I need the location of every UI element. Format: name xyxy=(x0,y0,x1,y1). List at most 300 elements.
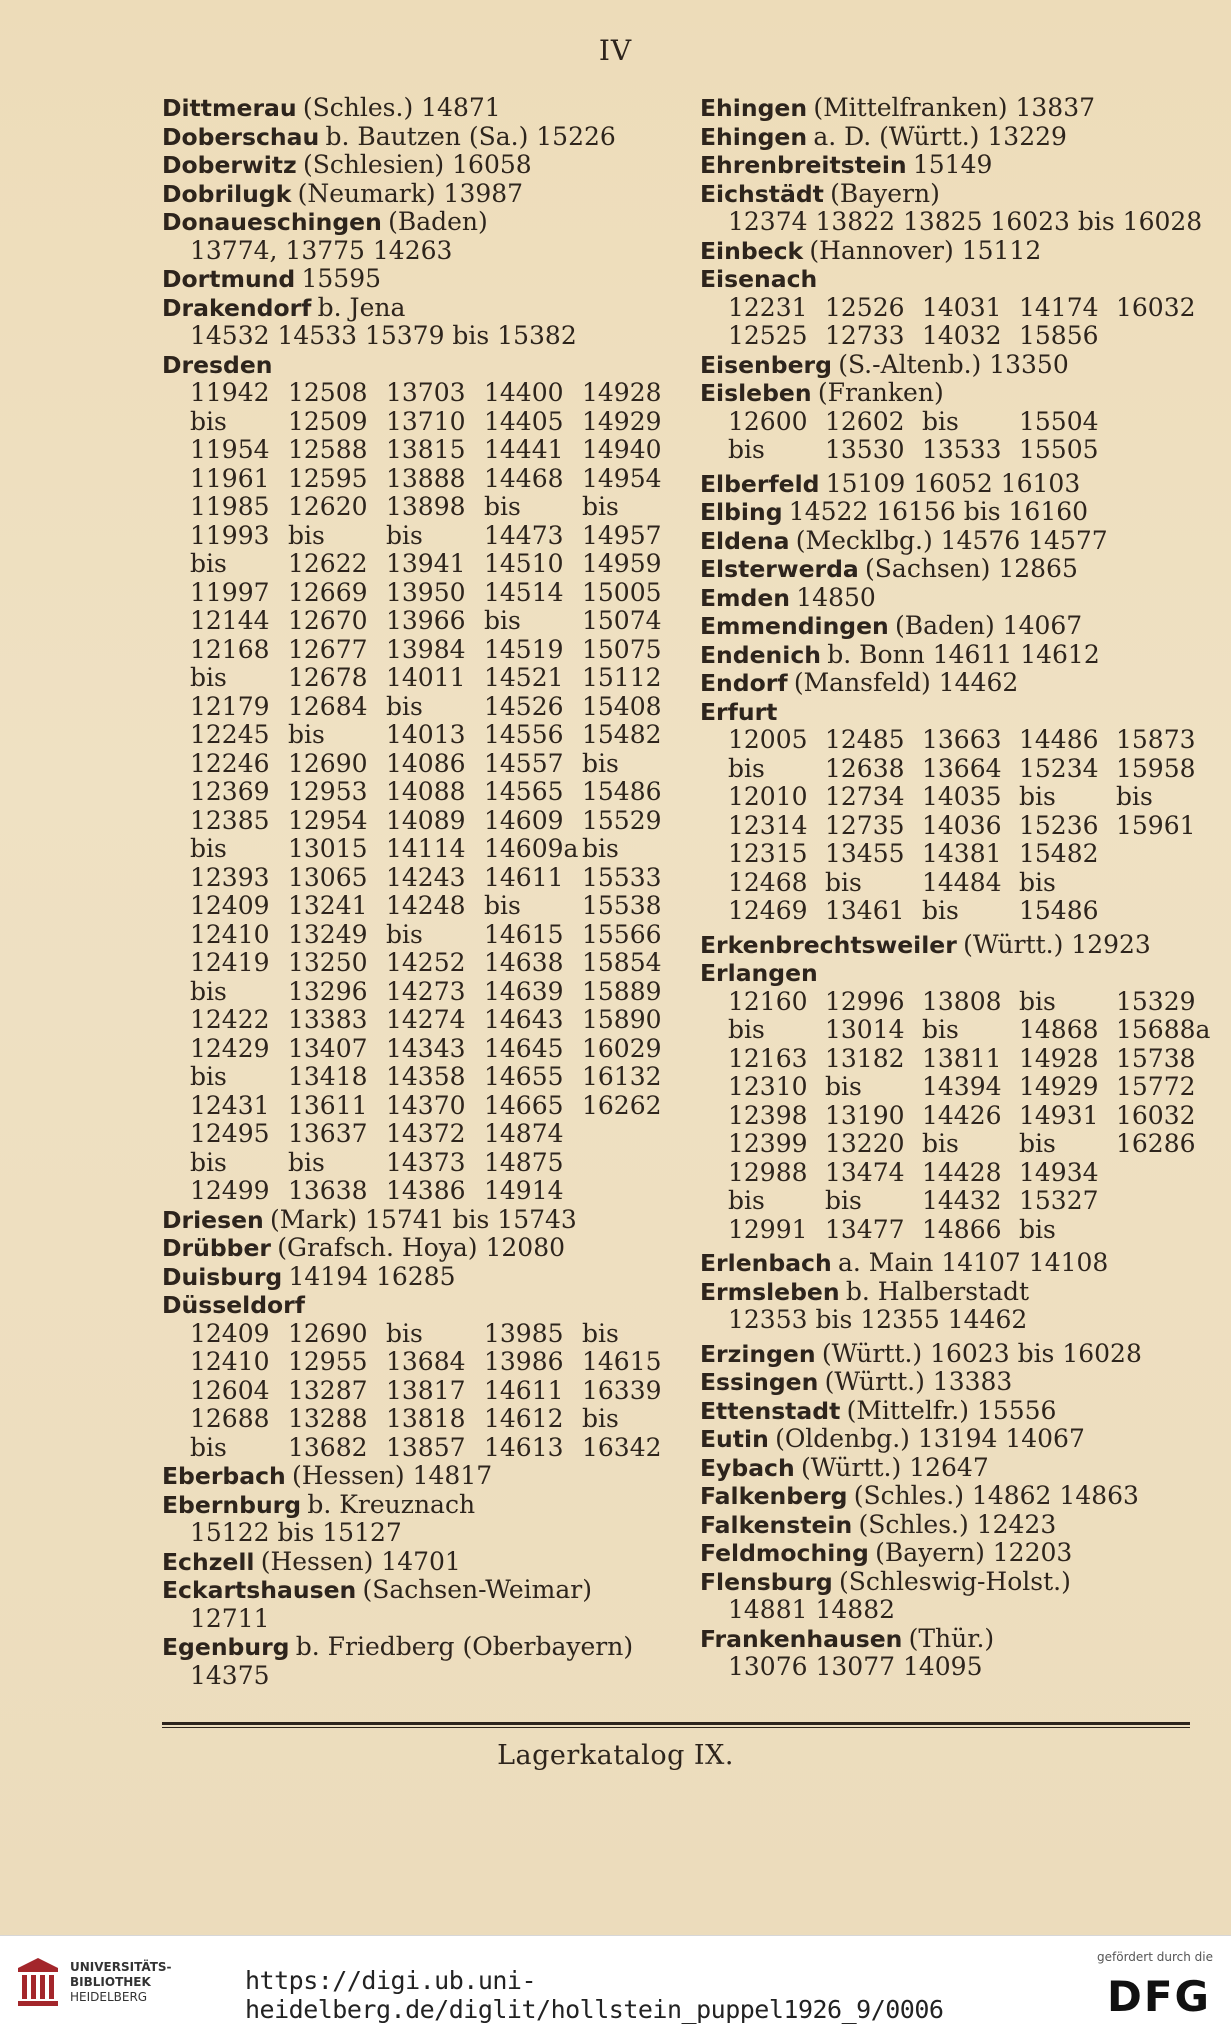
index-entry xyxy=(700,698,1200,926)
catalog-number: 12419 xyxy=(190,948,270,977)
catalog-number: 14615 xyxy=(582,1347,662,1376)
catalog-numbers-row xyxy=(162,949,662,978)
catalog-number: 14611 xyxy=(484,1375,564,1405)
catalog-number: bis xyxy=(728,1186,765,1215)
catalog-number: 12678 xyxy=(288,663,368,692)
catalog-numbers-row xyxy=(162,408,662,437)
index-entry xyxy=(700,641,1200,670)
catalog-number: 14665 xyxy=(484,1090,564,1120)
place-detail: (Bayern) xyxy=(830,178,940,208)
catalog-numbers-row xyxy=(700,812,1200,841)
index-entry xyxy=(162,1206,662,1235)
place-name: Falkenstein xyxy=(700,1510,853,1539)
index-entry xyxy=(162,1263,662,1292)
catalog-numbers-line: 12374 13822 13825 16023 bis 16028 xyxy=(728,207,1203,236)
index-entry xyxy=(700,465,1200,499)
entry-heading xyxy=(700,1568,1200,1597)
catalog-number: 15688a xyxy=(1116,1015,1211,1044)
place-detail: 14194 16285 xyxy=(288,1261,456,1291)
catalog-numbers-row xyxy=(162,379,662,408)
catalog-numbers-line: 13774, 13775 14263 xyxy=(190,235,453,265)
catalog-number: bis xyxy=(825,1072,862,1101)
catalog-number: 12991 xyxy=(728,1214,808,1244)
entry-heading xyxy=(162,1234,662,1263)
catalog-number: 14088 xyxy=(386,777,466,806)
catalog-number: bis xyxy=(190,834,227,863)
entry-heading xyxy=(162,1462,662,1491)
entry-heading xyxy=(700,1511,1200,1540)
catalog-number: 13383 xyxy=(288,1005,368,1034)
catalog-number: 13530 xyxy=(825,435,905,464)
catalog-number: 13182 xyxy=(825,1043,905,1073)
catalog-numbers-row xyxy=(700,755,1200,784)
catalog-number: bis xyxy=(386,1318,423,1348)
catalog-number: bis xyxy=(190,976,227,1006)
index-entry xyxy=(700,151,1200,180)
place-name: Endenich xyxy=(700,640,821,669)
catalog-number xyxy=(1116,1216,1213,1245)
catalog-number: 14868 xyxy=(1019,1015,1099,1044)
entry-heading xyxy=(700,527,1200,556)
catalog-numbers-row xyxy=(162,864,662,893)
catalog-number: 14248 xyxy=(386,891,466,920)
place-name: Duisburg xyxy=(162,1262,283,1291)
catalog-number: 16342 xyxy=(582,1432,662,1462)
library-name xyxy=(70,1960,172,2005)
entry-heading xyxy=(700,1249,1200,1278)
catalog-number: 15075 xyxy=(582,634,662,664)
catalog-number: 14086 xyxy=(386,748,466,778)
catalog-number: 15738 xyxy=(1116,1043,1196,1073)
index-entry xyxy=(700,351,1200,380)
catalog-numbers-row xyxy=(700,869,1200,898)
catalog-number: 14557 xyxy=(484,748,564,778)
catalog-number: 15505 xyxy=(1019,435,1099,464)
place-detail: (Mansfeld) 14462 xyxy=(793,668,1019,697)
catalog-numbers-line: 12711 xyxy=(190,1603,270,1633)
catalog-number: bis xyxy=(484,492,521,521)
catalog-numbers-line: 15122 bis 15127 xyxy=(190,1518,402,1547)
catalog-number: 12422 xyxy=(190,1005,270,1034)
catalog-numbers-row xyxy=(162,1120,662,1149)
catalog-number: 14940 xyxy=(582,435,662,464)
index-entry xyxy=(700,237,1200,266)
catalog-number: bis xyxy=(190,549,227,578)
catalog-number: 13703 xyxy=(386,378,466,407)
library-name-line3: HEIDELBERG xyxy=(70,1990,148,2004)
catalog-number xyxy=(1116,897,1213,926)
place-name: Frankenhausen xyxy=(700,1624,903,1653)
index-entry xyxy=(700,1625,1200,1682)
index-entry xyxy=(162,294,662,351)
place-detail: b. Jena xyxy=(317,292,406,322)
catalog-number: 12410 xyxy=(190,919,270,949)
catalog-number: 12469 xyxy=(728,896,808,925)
entry-heading xyxy=(700,555,1200,584)
place-detail: (Baden) 14067 xyxy=(895,611,1083,640)
catalog-number: 11961 xyxy=(190,463,270,493)
place-name: Einbeck xyxy=(700,236,804,265)
place-detail: (Neumark) 13987 xyxy=(297,178,524,208)
catalog-number: 13455 xyxy=(825,839,905,868)
catalog-number xyxy=(1116,1187,1213,1216)
place-name: Ehingen xyxy=(700,94,808,122)
place-detail: (Schlesien) 16058 xyxy=(302,150,532,179)
catalog-number: 15327 xyxy=(1019,1186,1099,1215)
catalog-number: 15486 xyxy=(1019,896,1099,925)
place-detail: a. Main 14107 14108 xyxy=(837,1248,1109,1277)
entry-heading xyxy=(700,180,1200,209)
catalog-number: 12638 xyxy=(825,753,905,783)
place-name: Elbing xyxy=(700,498,783,526)
catalog-number: 13984 xyxy=(386,634,466,664)
catalog-number: 14929 xyxy=(582,406,662,436)
catalog-numbers-row xyxy=(162,1348,662,1377)
catalog-number: 16262 xyxy=(582,1090,662,1120)
catalog-number: bis xyxy=(728,435,765,464)
place-name: Eisenberg xyxy=(700,350,832,379)
index-entry xyxy=(700,1368,1200,1397)
catalog-number: 14486 xyxy=(1019,725,1099,754)
catalog-numbers-row xyxy=(162,1006,662,1035)
catalog-number: 12144 xyxy=(190,606,270,635)
place-detail: (Schles.) 12423 xyxy=(858,1509,1057,1539)
entry-heading xyxy=(700,1625,1200,1654)
catalog-number: 14655 xyxy=(484,1062,564,1091)
index-entry xyxy=(162,94,662,123)
index-entry xyxy=(700,1397,1200,1426)
catalog-number: 12398 xyxy=(728,1100,808,1130)
place-name: Ehrenbreitstein xyxy=(700,151,907,179)
catalog-number: 12310 xyxy=(728,1072,808,1101)
place-detail: (Thür.) xyxy=(908,1623,995,1653)
place-name: Drübber xyxy=(162,1234,271,1262)
catalog-numbers-row xyxy=(162,750,662,779)
catalog-number: bis xyxy=(190,1147,227,1177)
place-name: Eberbach xyxy=(162,1462,286,1490)
dfg-logo: DFG xyxy=(1106,1972,1211,2021)
catalog-numbers-row xyxy=(162,1035,662,1064)
entry-heading xyxy=(162,180,662,209)
place-detail: (Württ.) 12647 xyxy=(800,1452,989,1482)
catalog-number: 15772 xyxy=(1116,1072,1196,1101)
place-name: Erkenbrechtsweiler xyxy=(700,930,957,959)
index-entry xyxy=(700,265,1200,351)
catalog-number: 14643 xyxy=(484,1005,564,1034)
catalog-number: 15533 xyxy=(582,862,662,892)
catalog-numbers-row xyxy=(162,522,662,551)
catalog-number: bis xyxy=(922,406,959,436)
catalog-number: 14243 xyxy=(386,862,466,892)
catalog-number: bis xyxy=(288,720,325,749)
entry-heading xyxy=(162,294,662,323)
catalog-number: bis xyxy=(190,406,227,436)
index-entry xyxy=(162,1548,662,1577)
catalog-number: 15005 xyxy=(582,577,662,607)
catalog-number: 15529 xyxy=(582,805,662,835)
catalog-number: 12315 xyxy=(728,839,808,868)
index-entry xyxy=(162,123,662,152)
place-name: Ermsleben xyxy=(700,1277,840,1306)
catalog-number: 14370 xyxy=(386,1090,466,1120)
place-name: Eichstädt xyxy=(700,179,824,208)
catalog-numbers-row xyxy=(700,988,1200,1017)
catalog-number: 12622 xyxy=(288,549,368,578)
catalog-number: 12409 xyxy=(190,891,270,920)
catalog-numbers-row xyxy=(162,1434,662,1463)
catalog-numbers-row xyxy=(700,840,1200,869)
catalog-number: bis xyxy=(1019,1214,1056,1244)
place-name: Erfurt xyxy=(700,697,778,726)
catalog-number: 12690 xyxy=(288,748,368,778)
entry-heading xyxy=(162,123,662,152)
place-name: Doberschau xyxy=(162,122,320,151)
place-detail: 15149 xyxy=(912,150,993,179)
place-detail: b. Friedberg (Oberbayern) xyxy=(295,1632,634,1661)
catalog-number: bis xyxy=(582,492,619,521)
catalog-number: bis xyxy=(386,691,423,721)
catalog-number: 13941 xyxy=(386,549,466,578)
catalog-number: bis xyxy=(922,1015,959,1044)
index-entry xyxy=(700,1454,1200,1483)
place-name: Erlangen xyxy=(700,959,818,987)
catalog-number: 14556 xyxy=(484,720,564,749)
catalog-number: 14510 xyxy=(484,549,564,578)
index-entry xyxy=(700,1568,1200,1625)
catalog-number: 13811 xyxy=(922,1043,1002,1073)
catalog-numbers-row xyxy=(700,726,1200,755)
catalog-number: 13684 xyxy=(386,1347,466,1376)
index-column-left xyxy=(162,94,662,1690)
place-name: Eckartshausen xyxy=(162,1576,357,1604)
catalog-number: 12163 xyxy=(728,1043,808,1073)
place-name: Essingen xyxy=(700,1368,819,1396)
catalog-number: 14931 xyxy=(1019,1100,1099,1130)
index-entry xyxy=(700,94,1200,123)
catalog-number: 13815 xyxy=(386,435,466,464)
place-detail: 15595 xyxy=(301,264,382,293)
catalog-number: 15504 xyxy=(1019,406,1099,436)
entry-heading xyxy=(162,265,662,294)
catalog-number: 16132 xyxy=(582,1062,662,1091)
index-entry xyxy=(700,1511,1200,1540)
entry-heading xyxy=(700,612,1200,641)
catalog-number: 15408 xyxy=(582,691,662,721)
catalog-number: 14013 xyxy=(386,720,466,749)
catalog-number: 15856 xyxy=(1019,321,1099,350)
catalog-number: 13250 xyxy=(288,948,368,977)
catalog-number: 13682 xyxy=(288,1432,368,1462)
place-detail: (Schles.) 14871 xyxy=(302,93,501,122)
catalog-numbers-row xyxy=(700,1159,1200,1188)
index-entry xyxy=(162,265,662,294)
catalog-number: 12314 xyxy=(728,810,808,840)
catalog-number: 14468 xyxy=(484,463,564,493)
place-name: Elsterwerda xyxy=(700,555,859,583)
catalog-number: 12393 xyxy=(190,862,270,892)
entry-heading xyxy=(700,151,1200,180)
catalog-numbers-line: 14881 14882 xyxy=(728,1595,896,1624)
catalog-number: 12954 xyxy=(288,805,368,835)
catalog-numbers-row xyxy=(162,607,662,636)
catalog-number: 15958 xyxy=(1116,753,1196,783)
catalog-number: 14400 xyxy=(484,378,564,407)
catalog-number: 12688 xyxy=(190,1404,270,1433)
catalog-number: 12733 xyxy=(825,321,905,350)
catalog-number: 13474 xyxy=(825,1157,905,1187)
place-name: Flensburg xyxy=(700,1567,833,1596)
catalog-number: 13220 xyxy=(825,1129,905,1158)
catalog-number: 14934 xyxy=(1019,1157,1099,1187)
catalog-footer: Lagerkatalog IX. xyxy=(497,1740,734,1771)
place-detail: (S.-Altenb.) 13350 xyxy=(838,349,1069,379)
index-entry xyxy=(162,1491,662,1548)
entry-heading xyxy=(700,351,1200,380)
catalog-number: 14428 xyxy=(922,1157,1002,1187)
index-entry xyxy=(700,555,1200,584)
catalog-number: 16339 xyxy=(582,1375,662,1405)
catalog-number: bis xyxy=(825,1186,862,1215)
catalog-numbers-row xyxy=(700,1102,1200,1131)
catalog-number: 14011 xyxy=(386,663,466,692)
entry-heading xyxy=(700,1539,1200,1568)
catalog-number: 13898 xyxy=(386,492,466,521)
entry-heading xyxy=(700,237,1200,266)
catalog-number: 13857 xyxy=(386,1432,466,1462)
index-entry xyxy=(162,1234,662,1263)
catalog-number: 14032 xyxy=(922,321,1002,350)
catalog-number: 14929 xyxy=(1019,1072,1099,1101)
place-name: Echzell xyxy=(162,1547,255,1576)
catalog-number: 11997 xyxy=(190,577,270,607)
place-name: Dortmund xyxy=(162,265,296,293)
catalog-number: 12996 xyxy=(825,986,905,1016)
catalog-number: 14343 xyxy=(386,1033,466,1063)
catalog-number: 14526 xyxy=(484,691,564,721)
index-entry xyxy=(700,1335,1200,1369)
catalog-number: 14372 xyxy=(386,1119,466,1148)
entry-heading xyxy=(162,1206,662,1235)
catalog-number: 12602 xyxy=(825,406,905,436)
catalog-number: 12010 xyxy=(728,782,808,811)
catalog-number: 13710 xyxy=(386,406,466,436)
catalog-number: 12485 xyxy=(825,725,905,754)
entry-heading xyxy=(700,1340,1200,1369)
catalog-number: 12468 xyxy=(728,867,808,897)
catalog-number: 13418 xyxy=(288,1062,368,1091)
catalog-numbers-row xyxy=(162,807,662,836)
catalog-number: 13014 xyxy=(825,1015,905,1044)
catalog-number: bis xyxy=(288,1147,325,1177)
catalog-number: 14914 xyxy=(484,1176,564,1205)
catalog-number: 12600 xyxy=(728,406,808,436)
place-detail: b. Bonn 14611 14612 xyxy=(827,639,1100,669)
catalog-number: 14875 xyxy=(484,1147,564,1177)
catalog-number: 14866 xyxy=(922,1214,1002,1244)
entry-heading xyxy=(700,698,1200,727)
catalog-number: 16032 xyxy=(1116,292,1196,322)
catalog-number: bis xyxy=(582,748,619,778)
catalog-number: 14174 xyxy=(1019,292,1099,322)
catalog-numbers-row xyxy=(700,436,1200,465)
catalog-number: bis xyxy=(190,1432,227,1462)
catalog-numbers-row xyxy=(162,778,662,807)
catalog-number: 13817 xyxy=(386,1375,466,1405)
library-logo-icon xyxy=(14,1954,62,2012)
index-entry xyxy=(700,498,1200,527)
catalog-number: 15854 xyxy=(582,948,662,977)
catalog-number: 15566 xyxy=(582,919,662,949)
catalog-number: 12953 xyxy=(288,777,368,806)
catalog-number: bis xyxy=(1116,782,1153,811)
catalog-number: 14613 xyxy=(484,1432,564,1462)
catalog-numbers-row xyxy=(162,1377,662,1406)
catalog-number: bis xyxy=(190,663,227,692)
catalog-numbers-row xyxy=(162,892,662,921)
catalog-number xyxy=(582,1120,680,1149)
catalog-number: bis xyxy=(386,520,423,550)
catalog-number: 14519 xyxy=(484,634,564,664)
catalog-number: 14441 xyxy=(484,435,564,464)
catalog-number: bis xyxy=(728,753,765,783)
catalog-numbers-row xyxy=(700,1045,1200,1074)
place-detail: (Baden) xyxy=(388,207,488,236)
catalog-number: 12005 xyxy=(728,725,808,754)
catalog-number: 14252 xyxy=(386,948,466,977)
catalog-number: 14358 xyxy=(386,1062,466,1091)
entry-heading xyxy=(700,641,1200,670)
catalog-number: 15538 xyxy=(582,891,662,920)
catalog-number: bis xyxy=(1019,1129,1056,1158)
catalog-numbers-row xyxy=(162,1405,662,1434)
catalog-numbers-row xyxy=(700,322,1200,351)
catalog-number: 13664 xyxy=(922,753,1002,783)
catalog-numbers-line: 12353 bis 12355 14462 xyxy=(728,1305,1028,1334)
catalog-number: 13296 xyxy=(288,976,368,1006)
place-detail: 14850 xyxy=(796,582,876,612)
catalog-numbers-line: 14532 14533 15379 bis 15382 xyxy=(190,321,577,350)
entry-heading xyxy=(162,1548,662,1577)
catalog-number: 14273 xyxy=(386,976,466,1006)
entry-heading xyxy=(162,1491,662,1520)
catalog-number: 15482 xyxy=(582,720,662,749)
catalog-numbers-row xyxy=(162,921,662,950)
catalog-number: bis xyxy=(1019,986,1056,1016)
place-detail: (Hessen) 14701 xyxy=(260,1546,461,1576)
catalog-number: 16032 xyxy=(1116,1100,1196,1130)
catalog-number: 12495 xyxy=(190,1119,270,1148)
catalog-numbers-row xyxy=(162,493,662,522)
catalog-number: bis xyxy=(922,896,959,925)
catalog-number: 14928 xyxy=(1019,1043,1099,1073)
place-detail: (Hessen) 14817 xyxy=(292,1461,493,1490)
catalog-number: 14639 xyxy=(484,976,564,1006)
index-entry xyxy=(162,208,662,265)
catalog-numbers-row xyxy=(700,1130,1200,1159)
catalog-number: 14432 xyxy=(922,1186,1002,1215)
catalog-number: 12595 xyxy=(288,463,368,493)
catalog-numbers-line: 13076 13077 14095 xyxy=(728,1652,983,1681)
catalog-number: bis xyxy=(582,1318,619,1348)
catalog-numbers-row xyxy=(162,721,662,750)
entry-heading xyxy=(700,498,1200,527)
catalog-number: bis xyxy=(728,1015,765,1044)
catalog-numbers-row xyxy=(700,294,1200,323)
catalog-number: 14031 xyxy=(922,292,1002,322)
permalink-url[interactable]: https://digi.ub.uni-heidelberg.de/diglit/hollstein_puppel1926_9/0006 xyxy=(245,1966,944,2024)
catalog-numbers-row xyxy=(162,579,662,608)
catalog-number: 14615 xyxy=(484,919,564,949)
